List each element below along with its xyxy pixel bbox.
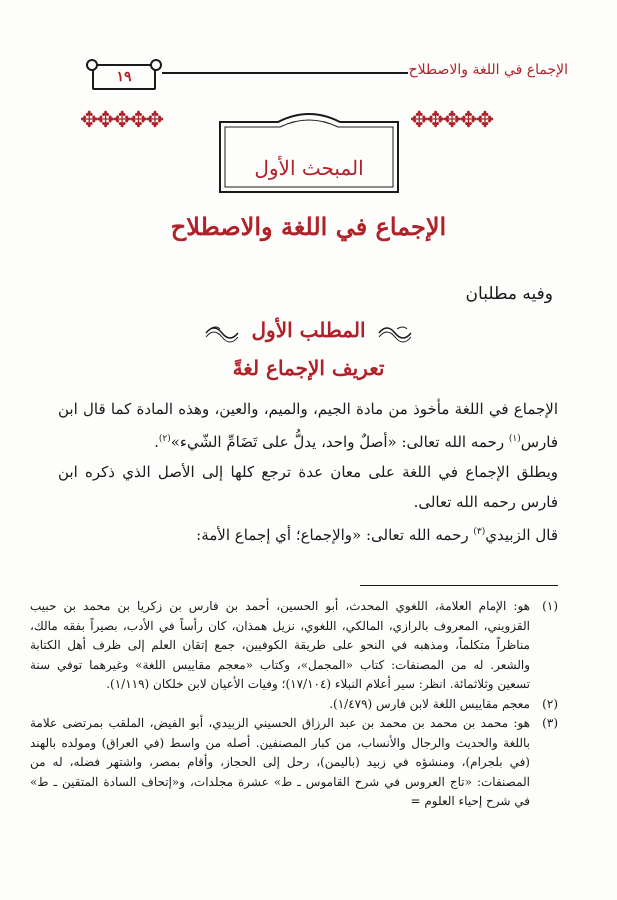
footnote	[30, 695, 558, 715]
footnote-ref[interactable]: (١)	[508, 434, 521, 444]
ornament-icon: ✥✥✥✥✥	[80, 108, 163, 133]
footnote	[30, 714, 558, 812]
chapter-label: المبحث الأول	[254, 156, 364, 180]
paragraph-text: قال الزبيدي	[485, 526, 558, 544]
section-heading	[0, 318, 617, 348]
chapter-badge	[218, 112, 400, 194]
footnote-number: (٢)	[542, 696, 558, 711]
footnotes	[30, 597, 558, 812]
section-label: المطلب الأول	[251, 318, 366, 342]
page-number-frame	[92, 64, 156, 90]
running-title: الإجماع في اللغة والاصطلاح	[408, 62, 568, 78]
arch-frame-icon	[218, 112, 400, 194]
body-text	[58, 394, 558, 550]
paragraph-text: رحمه الله تعالى: «والإجماع؛ أي إجماع الأمة:	[196, 526, 474, 544]
paragraph-text: الإجماع في اللغة مأخوذ من مادة الجيم، والميم، والعين، وهذه المادة كما قال ابن فارس	[58, 400, 558, 451]
footnote-number: (٣)	[542, 716, 558, 730]
footnote-text: هو: الإمام العلامة، اللغوي المحدث، أبو الحسين، أحمد بن فارس بن زكريا بن محمد بن حبيب القزويني، المعروف بالرازي، المالكي، اللغوي، نزيل همذان، كان رأساً في الأدب، بصيراً بفقه مالك، مناظراً متكلماً، ومذهبه في النحو على طريقة الكوفيين، جمع إتقان العلم إلى ظرف أهل الكتابة والشعر. له من المصنفات: كتاب «المجمل»، وكتاب «معجم مقاييس اللغة» وغيرهما توفي سنة تسعين وثلاثمائة. انظر: سير أعلام النبلاء (١٧/١٠٤)؛ وفيات الأعيان لابن خلكان (١/١١٩).	[30, 599, 530, 691]
paragraph-text: .	[154, 433, 159, 451]
paragraph: ويطلق الإجماع في اللغة على معان عدة ترجع كلها إلى الأصل الذي ذكره ابن فارس رحمه الله تعالى.	[58, 463, 558, 511]
paragraph	[58, 394, 558, 457]
footnote-ref[interactable]: (٣)	[473, 527, 486, 537]
swirl-ornament-icon	[204, 323, 240, 343]
footnote-text: هو: محمد بن محمد بن محمد بن عبد الرزاق الحسيني الزبيدي، أبو الفيض، الملقب بمرتضى علامة باللغة والحديث والرجال والأنساب، من كبار المصنفين. أصله من واسط (في العراق) ومولده بالهند (في بلجرام)، ومنشؤه في زبيد (باليمن)، رحل إلى الحجاز، وأقام بمصر، واشتهر فضله، له من المصنفات: «تاج العروس في شرح القاموس ـ ط» عشرة مجلدات، و«إتحاف السادة المتقين ـ ط» في شرح إحياء العلوم =	[30, 716, 530, 808]
header-rule	[162, 72, 408, 74]
footnote-separator	[360, 585, 558, 586]
chapter-intro: وفيه مطلبان	[465, 284, 553, 304]
footnote-number: (١)	[542, 599, 558, 613]
footnote-text: معجم مقاييس اللغة لابن فارس (١/٤٧٩).	[329, 696, 530, 711]
chapter-title: الإجماع في اللغة والاصطلاح	[170, 212, 447, 241]
paragraph	[58, 517, 558, 550]
paragraph-text: رحمه الله تعالى: «أصلٌ واحد، يدلُّ على تَضَامِّ الشّيء»	[170, 433, 509, 451]
swirl-ornament-icon	[377, 323, 413, 343]
page-header	[52, 60, 568, 96]
subsection-title: تعريف الإجماع لغةً	[232, 356, 385, 380]
footnote	[30, 597, 558, 695]
ornament-icon: ✥✥✥✥✥	[410, 108, 493, 133]
page-number: ١٩	[116, 69, 132, 85]
footnote-ref[interactable]: (٢)	[158, 434, 171, 444]
